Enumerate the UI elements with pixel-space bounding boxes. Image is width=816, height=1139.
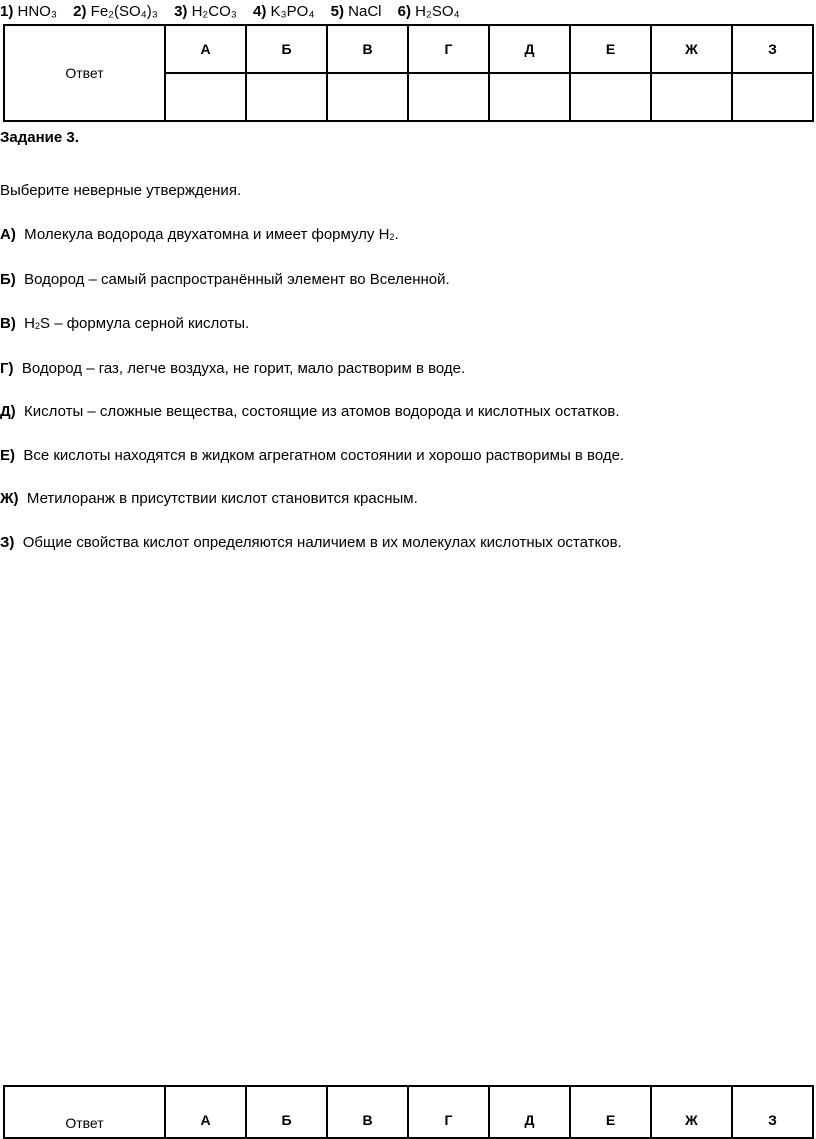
answer-header-cell: Г [408,25,489,73]
answer-input-cell[interactable] [408,73,489,121]
statement-b: Б) Водород – самый распространённый элемент во Вселенной. [0,271,450,288]
formula-item-4: 4) K₃PO₄ [253,3,315,20]
answer-header-cell: Е [570,1086,651,1138]
answer-header-cell: З [732,1086,813,1138]
answer-header-cell: В [327,1086,408,1138]
answer-header-cell: Е [570,25,651,73]
answer-header-cell: А [165,25,246,73]
formula-item-3: 3) H₂CO₃ [174,3,237,20]
answer-input-cell[interactable] [489,73,570,121]
answer-table-top [3,24,814,122]
answer-input-cell[interactable] [327,73,408,121]
answer-header-cell: Д [489,25,570,73]
task-instruction: Выберите неверные утверждения. [0,182,242,199]
formula-item-5: 5) NaCl [330,3,382,20]
formula-item-2: 2) Fe₂(SO₄)₃ [73,3,158,20]
answer-label: Ответ [4,1086,165,1138]
formula-item-6: 6) H₂SO₄ [397,3,460,20]
answer-input-cell[interactable] [651,73,732,121]
answer-header-cell: Б [246,25,327,73]
answer-header-cell: З [732,25,813,73]
statement-zh: Ж) Метилоранж в присутствии кислот становится красным. [0,490,418,507]
formula-item-1: 1) HNO₃ [0,3,57,20]
answer-input-cell[interactable] [246,73,327,121]
answer-header-cell: Г [408,1086,489,1138]
answer-header-cell: Ж [651,25,732,73]
statement-a: А) Молекула водорода двухатомна и имеет формулу $H_2$. [0,226,399,243]
statement-e: Е) Все кислоты находятся в жидком агрегатном состоянии и хорошо растворимы в воде. [0,447,625,464]
formula-list [0,3,472,20]
statement-z: З) Общие свойства кислот определяются наличием в их молекулах кислотных остатков. [0,534,622,551]
task-title: Задание 3. [0,129,79,146]
answer-header-cell: В [327,25,408,73]
answer-label: Ответ [4,25,165,121]
answer-input-cell[interactable] [165,73,246,121]
answer-header-cell: Д [489,1086,570,1138]
answer-table-bottom [3,1085,814,1139]
statement-g: Г) Водород – газ, легче воздуха, не горит, мало растворим в воде. [0,360,466,377]
answer-input-cell[interactable] [732,73,813,121]
answer-header-cell: Б [246,1086,327,1138]
answer-input-cell[interactable] [570,73,651,121]
statement-d: Д) Кислоты – сложные вещества, состоящие из атомов водорода и кислотных остатков. [0,403,620,420]
answer-header-cell: А [165,1086,246,1138]
statement-v: В) $H_2S$ – формула серной кислоты. [0,315,250,332]
answer-header-cell: Ж [651,1086,732,1138]
